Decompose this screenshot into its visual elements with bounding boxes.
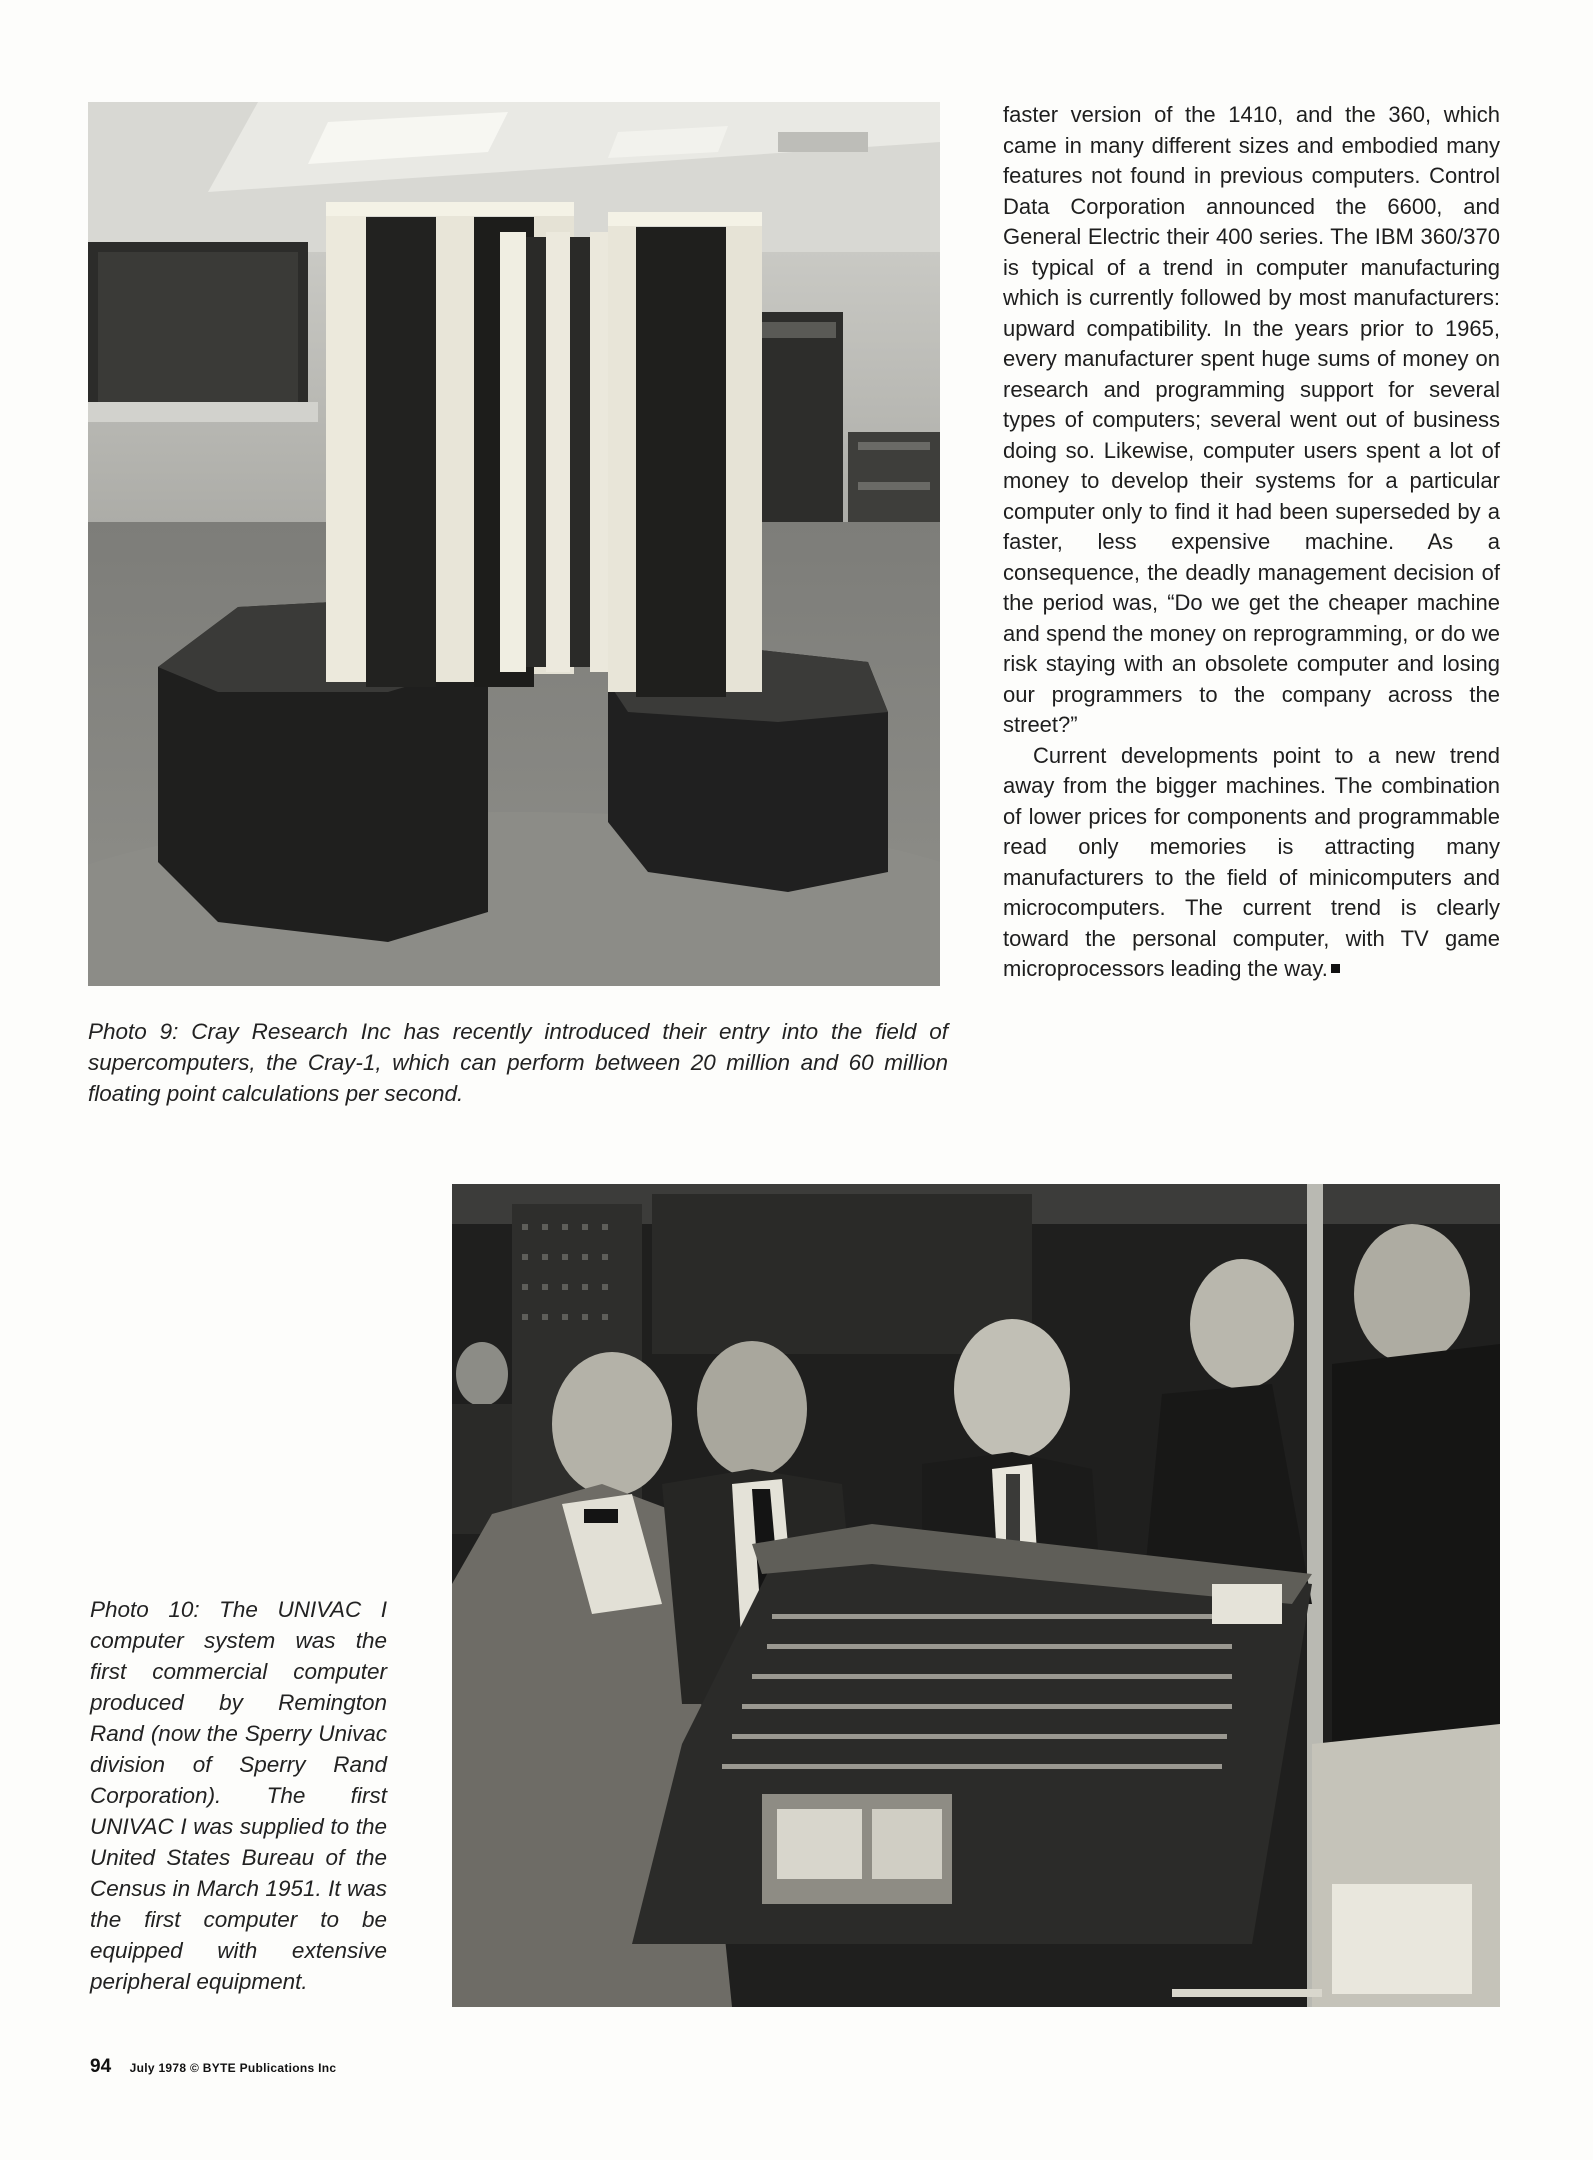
end-of-article-mark	[1331, 964, 1340, 973]
photo-univac-1	[452, 1184, 1500, 2007]
cray-1-illustration	[88, 102, 940, 986]
article-paragraph-text: Current developments point to a new trend away from the bigger machines. The combination of lower prices for components and programmable read only memories is attracting many manufacturers to the field of minicomputers and microcomputers. The current trend is clearly toward the personal computer, with TV game microprocessors leading the way.	[1003, 742, 1500, 981]
publication-credit: July 1978 © BYTE Publications Inc	[129, 2061, 337, 2075]
article-body	[1003, 100, 1500, 985]
univac-1-illustration	[452, 1184, 1500, 2007]
photo-9-caption: Photo 9: Cray Research Inc has recently introduced their entry into the field of supercomputers, the Cray-1, which can perform between 20 million and 60 million floating point calculations per second.	[88, 1019, 948, 1106]
page-number: 94	[90, 2056, 112, 2077]
page-footer	[90, 2056, 336, 2078]
article-paragraph-final	[1003, 741, 1500, 985]
article-paragraph: faster version of the 1410, and the 360, which came in many different sizes and embodied many features not found in previous computers. Control Data Corporation announced the 6600, and General Electric their 400 series. The IBM 360/370 is typical of a trend in computer manufacturing which is currently followed by most manufacturers: upward compatibility. In the years prior to 1965, every manufacturer spent huge sums of money on research and programming support for several types of computers; several went out of business doing so. Likewise, computer users spent a lot of money to develop their systems for a particular computer only to find it had been superseded by a faster, less expensive machine. As a consequence, the deadly management decision of the period was, “Do we get the cheaper machine and spend the money on reprogramming, or do we risk staying with an obsolete computer and losing our programmers to the company across the street?”	[1003, 102, 1500, 737]
photo-cray-1	[88, 102, 940, 986]
photo-10-caption: Photo 10: The UNIVAC I computer system was the first commercial computer produced by Remington Rand (now the Sperry Univac division of Sperry Rand Corporation). The first UNIVAC I was supplied to the United States Bureau of the Census in March 1951. It was the first computer to be equipped with extensive peripheral equipment.	[90, 1597, 387, 1994]
